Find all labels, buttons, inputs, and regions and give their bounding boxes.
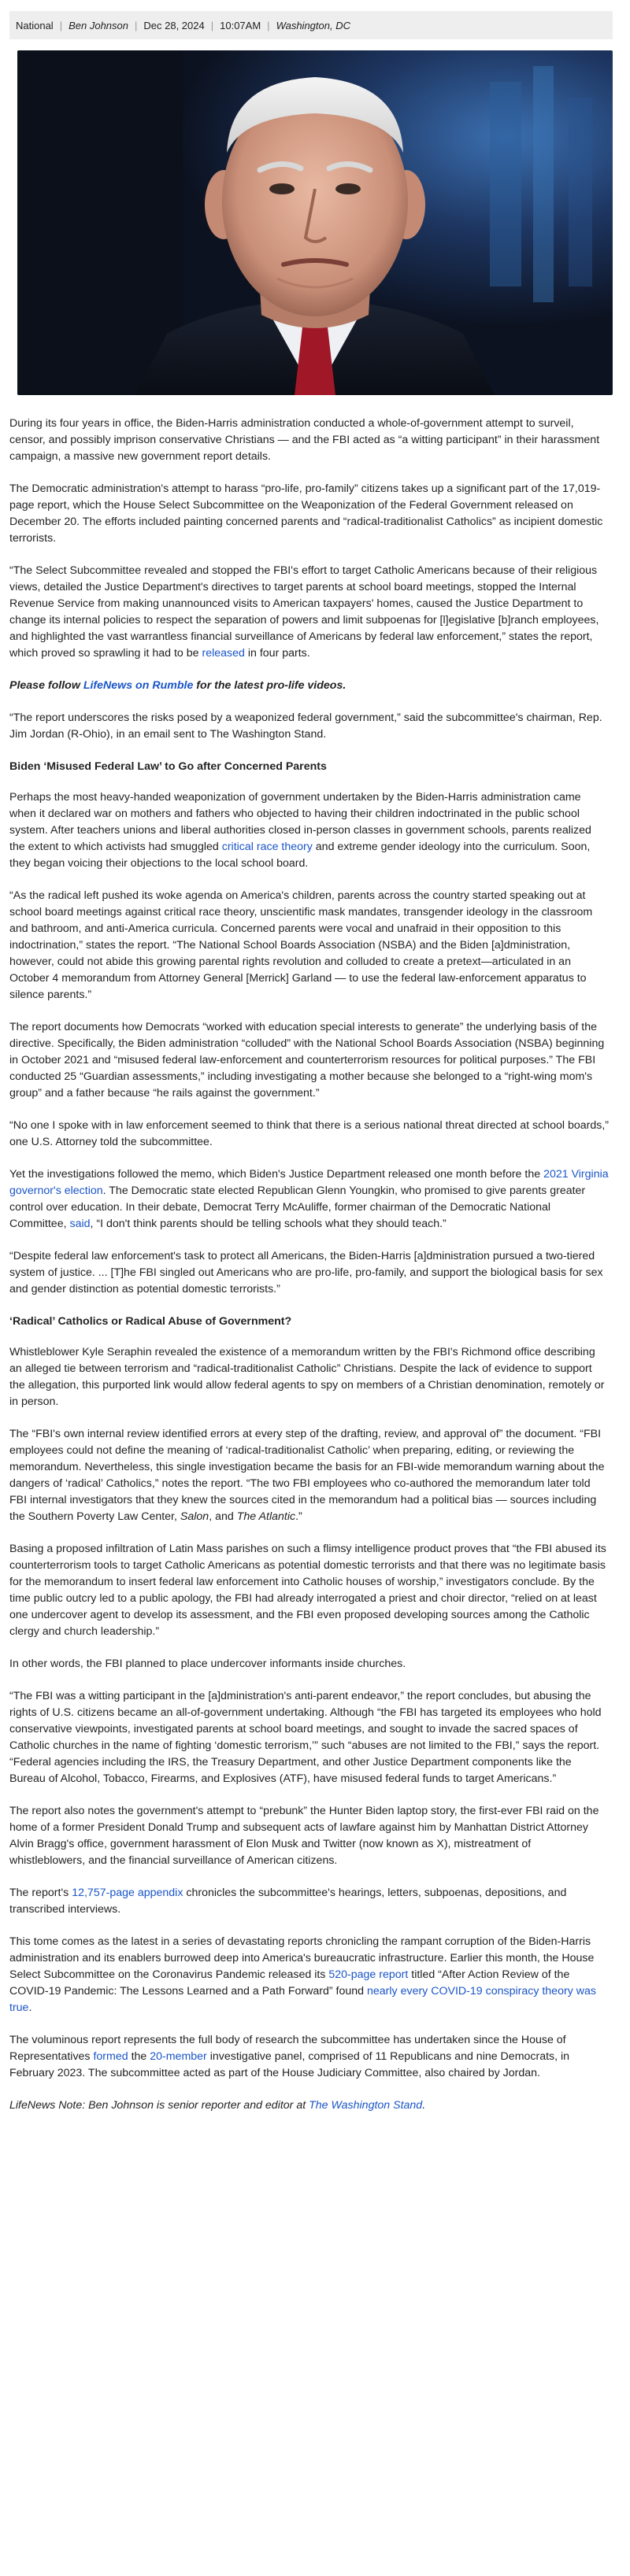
author-name[interactable]: Ben Johnson xyxy=(69,19,128,31)
paragraph-text: The report's xyxy=(9,1887,72,1899)
article-page xyxy=(0,11,630,2145)
paragraph-text: “The Select Subcommittee revealed and stopped the FBI's effort to target Catholic Americans because of their religious views, detailed the Justice Department's directives to target parents at school board meetings, stopped the Internal Revenue Service from making unannounced visits to American taxpayers' homes, caused the Justice Department to change its internal policies to respect the separation of powers and limit subpoenas for [l]egislative [b]ranch employees, and highlighted the vast warrantless financial surveillance of Americans by federal law enforcement,” states the report, which proved so sprawling it had to be xyxy=(9,564,599,660)
author-note xyxy=(9,2097,610,2114)
paragraph-text: . The Democratic state elected Republican Glenn Youngkin, who promised to give parents greater control over education. In their debate, Democrat Terry McAuliffe, former chairman of the Democratic National Committee, xyxy=(9,1185,586,1230)
paragraph-text: and extreme gender ideology into the curriculum. Soon, they began voicing their objections to the local school board. xyxy=(9,841,591,870)
article-paragraph xyxy=(9,1885,610,1918)
paragraph-text: investigative panel, comprised of 11 Republicans and nine Democrats, in February 2023. The subcommittee acted as part of the House Judiciary Committee, also chaired by Jordan. xyxy=(9,2050,570,2079)
formed-link[interactable]: formed xyxy=(93,2050,128,2063)
covid-report-link[interactable]: 520-page report xyxy=(328,1968,409,1981)
callout-text: Please follow xyxy=(9,679,83,692)
released-link[interactable]: released xyxy=(202,647,245,660)
paragraph-text: The “FBI's own internal review identified errors at every step of the drafting, review, and approval of” the document. “FBI employees could not define the meaning of ‘radical-traditionalist Catholic’ when preparing, editing, or reviewing the memorandum. Nevertheless, this single investigation became the basis for an FBI-wide memorandum warning about the dangers of ‘radical’ Catholics,” notes the report. “The two FBI employees who co-authored the memorandum later told FBI internal investigators that they knew the sources cited in the memorandum had a political bias — sources including the Southern Poverty Law Center, xyxy=(9,1428,605,1523)
meta-separator: | xyxy=(210,19,214,31)
paragraph-text: chronicles the subcommittee's hearings, letters, subpoenas, depositions, and transcribed interviews. xyxy=(9,1887,567,1916)
article-paragraph: Whistleblower Kyle Seraphin revealed the existence of a memorandum written by the FBI's Richmond office describing an alleged tie between terrorism and “radical-traditionalist Catholic” Christians. Despite the lack of evidence to support the allegation, this purported link would allow federal agents to spy on members of a Christian denomination, remotely or in person. xyxy=(9,1346,605,1408)
publication-name: The Atlantic xyxy=(236,1510,296,1523)
article-meta-bar xyxy=(9,11,613,39)
article-body xyxy=(0,395,630,2145)
article-paragraph: During its four years in office, the Biden-Harris administration conducted a whole-of-government attempt to surveil, censor, and possibly imprison conservative Christians — and the FBI acted as “a witting participant” in their harassment campaign, a massive new government report details. xyxy=(9,417,600,463)
appendix-link[interactable]: 12,757-page appendix xyxy=(72,1887,183,1899)
article-paragraph: “No one I spoke with in law enforcement seemed to think that there is a serious national threat directed at school boards,” one U.S. Attorney told the subcommittee. xyxy=(9,1119,610,1148)
publish-time: 10:07AM xyxy=(220,19,261,31)
covid-conspiracy-link[interactable]: nearly every COVID-19 conspiracy theory was true xyxy=(9,1985,596,2014)
note-text: LifeNews Note: Ben Johnson is senior reporter and editor at xyxy=(9,2099,309,2112)
paragraph-text: Yet the investigations followed the memo, which Biden's Justice Department released one month before the xyxy=(9,1168,544,1181)
article-paragraph: “Despite federal law enforcement's task to protect all Americans, the Biden-Harris [a]dministration pursued a two-tiered system of justice. ... [T]he FBI singled out Americans who are pro-life, pro-family, and support the biological basis for sex and gender distinction as potential domestic terrorists.” xyxy=(9,1250,603,1295)
hero-image xyxy=(17,50,613,395)
article-paragraph xyxy=(9,1166,610,1233)
article-paragraph xyxy=(9,1934,610,2016)
article-paragraph: “The report underscores the risks posed by a weaponized federal government,” said the subcommittee's chairman, Rep. Jim Jordan (R-Ohio), in an email sent to The Washington Stand. xyxy=(9,711,602,741)
paragraph-text: the xyxy=(128,2050,150,2063)
paragraph-text: , and xyxy=(209,1510,237,1523)
paragraph-text: .” xyxy=(295,1510,302,1523)
critical-race-theory-link[interactable]: critical race theory xyxy=(221,841,313,853)
article-paragraph: “As the radical left pushed its woke agenda on America's children, parents across the country started speaking out at school board meetings against critical race theory, unscientific mask mandates, transgender ideology in the classroom and bathroom, and anti-America curricula. Concerned parents were vocal and unafraid in their opposition to this indoctrination,” states the report. “The National School Boards Association (NSBA) and the Biden [a]dministration, however, could not abide this growing parental rights revolution and colluded to create a pretext—articulated in an October 4 memorandum from Attorney General [Merrick] Garland — to use the federal law-enforcement apparatus to silence parents.” xyxy=(9,889,593,1001)
publication-name: Salon xyxy=(180,1510,209,1523)
meta-separator: | xyxy=(267,19,270,31)
twenty-member-link[interactable]: 20-member xyxy=(150,2050,207,2063)
dateline-location: Washington, DC xyxy=(276,19,350,31)
article-paragraph: The report documents how Democrats “worked with education special interests to generate” the underlying basis of the directive. Specifically, the Biden administration “colluded” with the National School Boards Association (NSBA) beginning in October 2021 and “misused federal law-enforcement and counterterrorism resources for political purposes.” The FBI conducted 25 “Guardian assessments,” including investigating a mother because she belonged to a “right-wing mom's group” and a father because “he rails against the government.” xyxy=(9,1021,605,1100)
said-link[interactable]: said xyxy=(69,1218,91,1230)
article-paragraph: “The FBI was a witting participant in the [a]dministration's anti-parent endeavor,” the report concludes, but abusing the rights of U.S. citizens became an all-of-government undertaking. Although “the FBI has targeted its employees who hold conservative viewpoints, investigated parents at school board meetings, and sought to invade the sacred spaces of Catholic churches in the name of fighting ‘domestic terrorism,’” such “abuses are not limited to the FBI,” says the report. “Federal agencies including the IRS, the Treasury Department, and other Justice Department components like the Bureau of Alcohol, Tobacco, Firearms, and Explosives (ATF), have misused federal funds to target Americans.” xyxy=(9,1690,602,1785)
callout-text: for the latest pro-life videos. xyxy=(193,679,346,692)
publish-date: Dec 28, 2024 xyxy=(143,19,205,31)
article-paragraph: The report also notes the government's attempt to “prebunk” the Hunter Biden laptop story, the first-ever FBI raid on the home of a former President Donald Trump and subsequent acts of lawfare against him by Manhattan District Attorney Alvin Bragg's office, government harassment of Elon Musk and Twitter (now known as X), mistreatment of whistleblowers, and the financial surveillance of American citizens. xyxy=(9,1805,599,1867)
paragraph-text: titled “After Action Review of the COVID-19 Pandemic: The Lessons Learned and a Path Forward” found xyxy=(9,1968,570,1998)
rumble-callout xyxy=(9,678,610,694)
paragraph-text: in four parts. xyxy=(244,647,310,660)
article-paragraph xyxy=(9,2032,610,2082)
section-label[interactable]: National xyxy=(16,19,54,31)
meta-separator: | xyxy=(59,19,63,31)
article-paragraph: In other words, the FBI planned to place undercover informants inside churches. xyxy=(9,1658,406,1670)
article-paragraph: Basing a proposed infiltration of Latin Mass parishes on such a flimsy intelligence product proves that “the FBI abused its counterterrorism tools to target Catholic Americans as potential domestic terrorists and that there was no legitimate basis for the memorandum to insert federal law enforcement into Catholic houses of worship,” investigators conclude. By the time public outcry led to a public apology, the FBI had already interrogated a priest and choir director, “relied on at least one undercover agent to develop its assessment, and the FBI even proposed developing sources among the Catholic clergy and church leadership.” xyxy=(9,1543,606,1638)
hero-portrait-illustration xyxy=(17,50,613,395)
lifenews-rumble-link[interactable]: LifeNews on Rumble xyxy=(83,679,194,692)
note-text: . xyxy=(422,2099,426,2112)
paragraph-text: , “I don't think parents should be telling schools what they should teach.” xyxy=(90,1218,447,1230)
virginia-election-link[interactable]: 2021 Virginia governor's election xyxy=(9,1168,609,1197)
article-paragraph: The Democratic administration's attempt to harass “pro-life, pro-family” citizens takes up a significant part of the 17,019-page report, which the House Select Subcommittee on the Weaponization of the Federal Government released on December 20. The efforts included painting concerned parents and “radical-traditionalist Catholics” as incipient domestic terrorists. xyxy=(9,482,603,545)
section-heading: Biden ‘Misused Federal Law’ to Go after Concerned Parents xyxy=(9,760,327,773)
section-heading: ‘Radical’ Catholics or Radical Abuse of Government? xyxy=(9,1315,292,1328)
paragraph-text: This tome comes as the latest in a series of devastating reports chronicling the rampant corruption of the Biden-Harris administration and its enablers burrowed deep into America's bureaucratic infrastructure. Earlier this month, the House Select Subcommittee on the Coronavirus Pandemic released its xyxy=(9,1935,595,1981)
washington-stand-link[interactable]: The Washington Stand xyxy=(309,2099,423,2112)
paragraph-text: Perhaps the most heavy-handed weaponization of government undertaken by the Biden-Harris administration came when it declared war on mothers and fathers who objected to having their children indoctrinated in the public school system. After teachers unions and liberal authorities closed in-person classes in government schools, parents realized the extent to which activists had smuggled xyxy=(9,791,591,853)
article-paragraph xyxy=(9,789,610,872)
paragraph-text: The voluminous report represents the full body of research the subcommittee has undertaken since the House of Representatives xyxy=(9,2034,566,2063)
article-paragraph xyxy=(9,1426,610,1525)
article-paragraph xyxy=(9,563,610,662)
meta-separator: | xyxy=(135,19,138,31)
paragraph-text: . xyxy=(28,2001,32,2014)
